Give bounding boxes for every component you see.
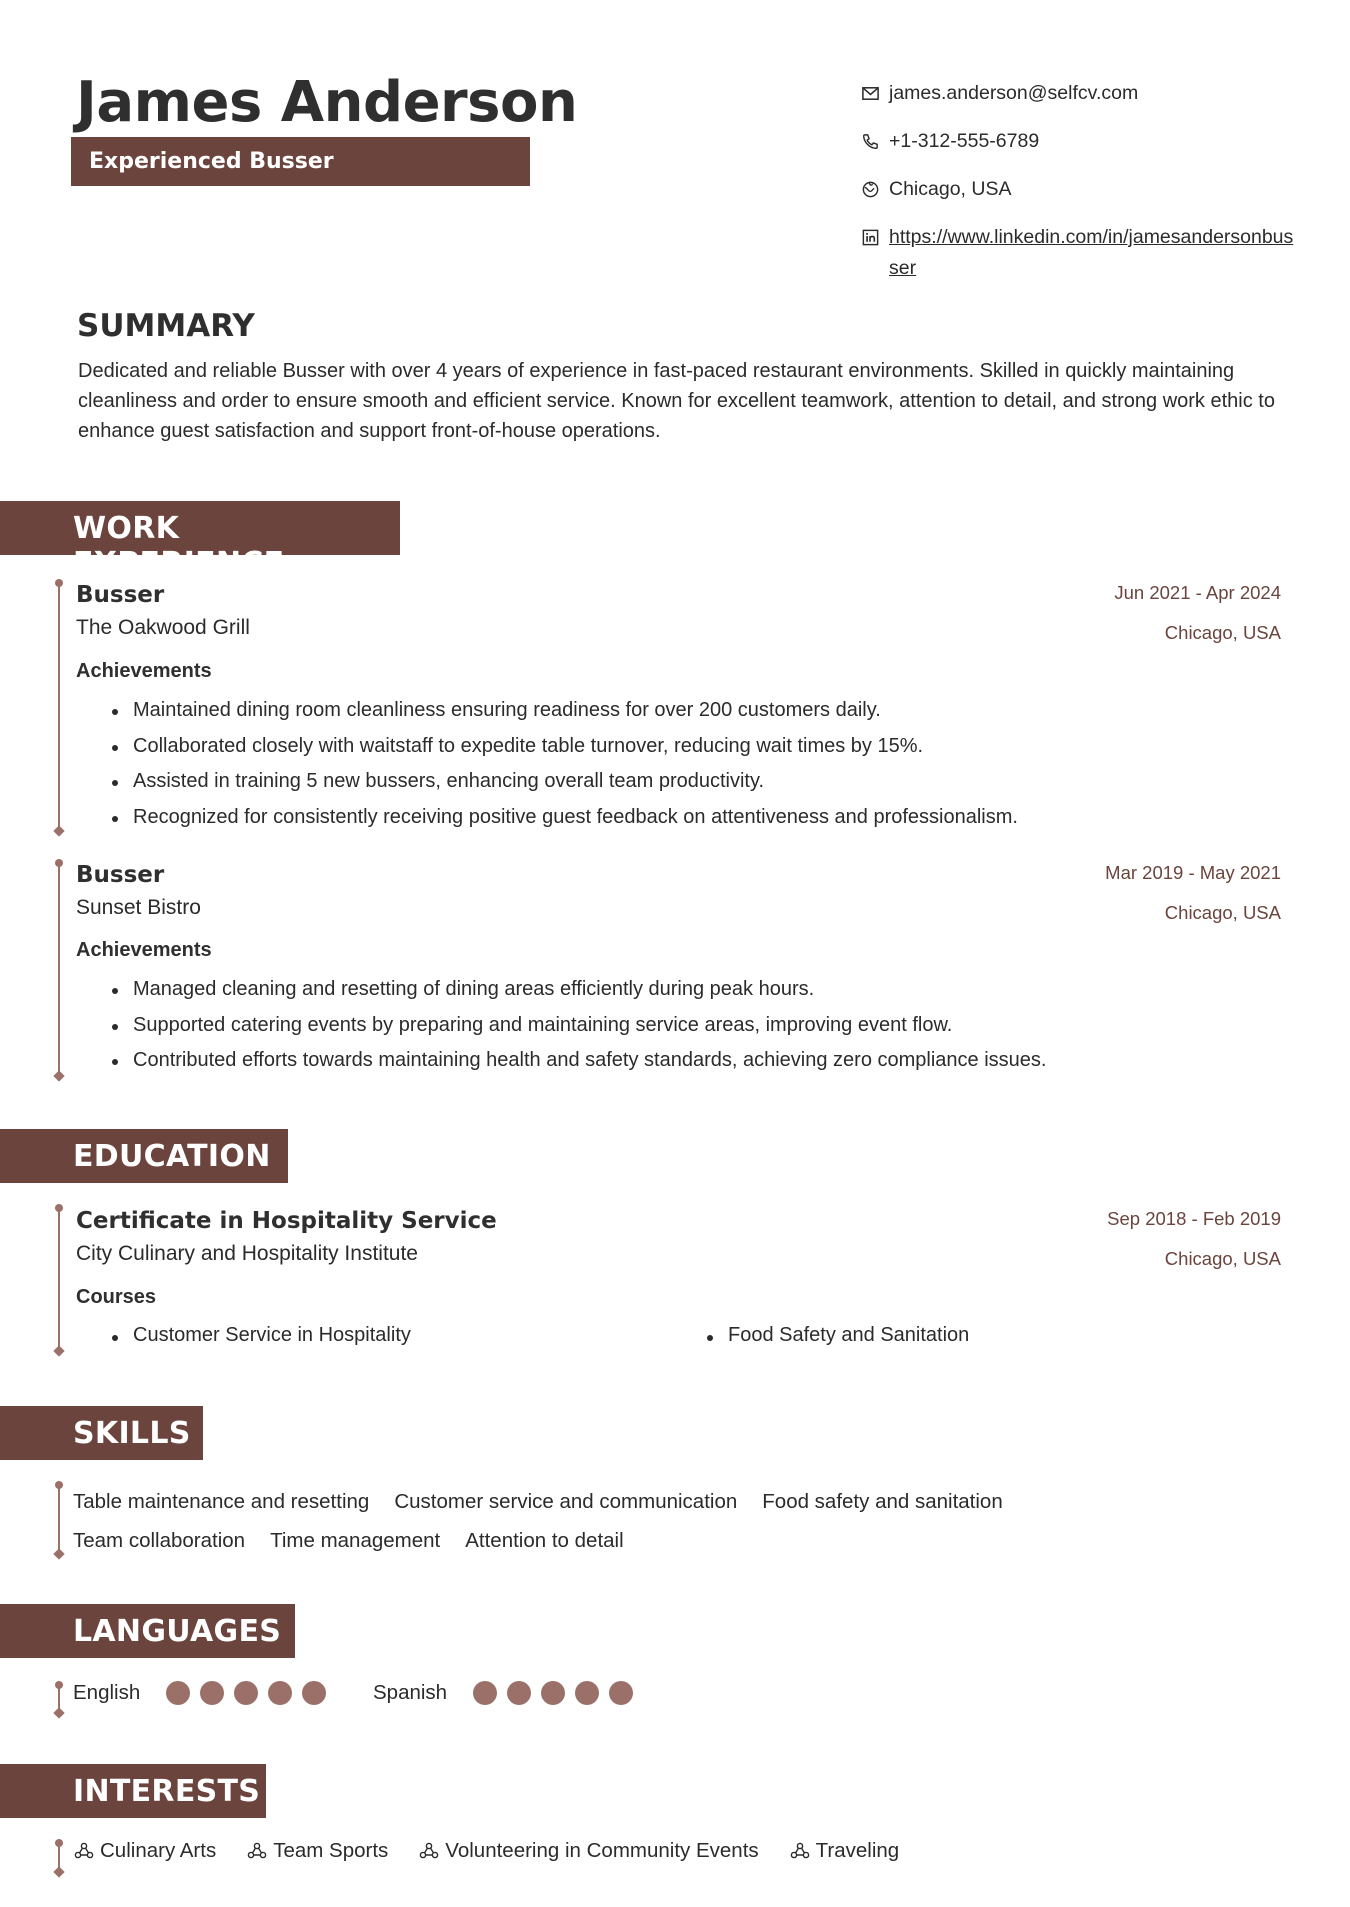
job-2-dates: Mar 2019 - May 2021 [1105,862,1281,883]
timeline-line [58,1684,60,1713]
phone-icon [861,126,889,157]
language-english [73,1681,336,1705]
interests-heading: INTERESTS [73,1774,261,1809]
linkedin-link[interactable]: https://www.linkedin.com/in/jamesandersonbusser [889,226,1294,279]
education-degree: Certificate in Hospitality Service [76,1208,497,1234]
level-dot [302,1681,326,1705]
email-text[interactable]: james.anderson@selfcv.com [889,82,1139,104]
interest-item: Team Sports [246,1839,388,1863]
interest-icon [789,1840,811,1862]
list-item: Maintained dining room cleanliness ensuring readiness for over 200 customers daily. [133,693,1018,729]
level-dot [541,1681,565,1705]
languages-heading: LANGUAGES [73,1614,282,1649]
job-2-achievements-list [133,972,1046,1079]
interests-banner [0,1764,266,1818]
level-dot [507,1681,531,1705]
job-1-dates: Jun 2021 - Apr 2024 [1114,582,1281,603]
level-dot [200,1681,224,1705]
job-1-title: Busser [76,582,165,608]
timeline-line [58,1484,60,1554]
language-name: English [73,1681,141,1704]
skill-item: Time management [270,1529,441,1552]
courses-heading: Courses [76,1286,157,1308]
skill-item: Table maintenance and resetting [73,1490,370,1513]
language-level-dots [166,1681,336,1705]
timeline-line [58,1842,60,1872]
job-2-achievements-heading: Achievements [76,939,212,961]
list-item: Assisted in training 5 new bussers, enhancing overall team productivity. [133,764,1018,800]
languages-banner [0,1604,295,1658]
contact-email [861,78,1301,109]
timeline-line [58,862,60,1076]
timeline-line [58,1207,60,1351]
skills-heading: SKILLS [73,1416,191,1451]
education-heading: EDUCATION [73,1139,271,1174]
phone-text[interactable]: +1-312-555-6789 [889,130,1040,152]
education-banner [0,1129,288,1183]
course-item: Food Safety and Sanitation [728,1324,970,1346]
course-item: Customer Service in Hospitality [133,1324,411,1346]
language-level-dots [473,1681,643,1705]
timeline-line [58,582,60,831]
skill-item: Attention to detail [465,1529,624,1552]
skill-item: Team collaboration [73,1529,246,1552]
list-item: Supported catering events by preparing and maintaining service areas, improving event flow. [133,1008,1046,1044]
education-dates: Sep 2018 - Feb 2019 [1107,1208,1281,1229]
level-dot [234,1681,258,1705]
skill-item: Customer service and communication [394,1490,738,1513]
globe-icon [861,174,889,205]
summary-heading: SUMMARY [77,308,255,344]
work-experience-banner [0,501,400,581]
level-dot [609,1681,633,1705]
list-item: Recognized for consistently receiving positive guest feedback on attentiveness and professionalism. [133,800,1018,836]
job-1-location: Chicago, USA [1164,622,1281,643]
job-title-banner [71,137,530,186]
job-1-company: The Oakwood Grill [76,616,250,639]
list-item: Managed cleaning and resetting of dining areas efficiently during peak hours. [133,972,1046,1008]
language-name: Spanish [373,1681,448,1704]
job-1-achievements-list [133,693,1018,835]
linkedin-icon [861,222,889,253]
education-location: Chicago, USA [1164,1248,1281,1269]
job-2-company: Sunset Bistro [76,896,201,919]
job-2-location: Chicago, USA [1164,902,1281,923]
list-item: Contributed efforts towards maintaining health and safety standards, achieving zero compliance issues. [133,1043,1046,1079]
location-text: Chicago, USA [889,178,1012,200]
skills-list [73,1482,1273,1560]
interest-icon [418,1840,440,1862]
summary-text: Dedicated and reliable Busser with over 4 years of experience in fast-paced restaurant environments. Skilled in quickly maintaining cleanliness and order to ensure smooth and efficient service. Known for excellent teamwork, attention to detail, and strong work ethic to enhance guest satisfaction and support front-of-house operations. [78,360,1275,442]
job-title-label: Experienced Busser [89,149,334,174]
interest-icon [73,1840,95,1862]
contact-linkedin [861,222,1301,284]
skill-item: Food safety and sanitation [762,1490,1003,1513]
education-school: City Culinary and Hospitality Institute [76,1242,418,1265]
interest-icon [246,1840,268,1862]
contact-block [861,78,1301,301]
level-dot [575,1681,599,1705]
skills-banner [0,1406,203,1460]
envelope-icon [861,78,889,109]
language-spanish [373,1681,643,1705]
level-dot [268,1681,292,1705]
interest-item: Culinary Arts [73,1839,216,1863]
level-dot [473,1681,497,1705]
interests-list [73,1839,929,1863]
contact-location [861,174,1301,205]
level-dot [166,1681,190,1705]
job-1-achievements-heading: Achievements [76,660,212,682]
work-experience-heading: WORK EXPERIENCE [73,511,285,581]
interest-item: Volunteering in Community Events [418,1839,758,1863]
candidate-name: James Anderson [76,70,578,135]
job-2-title: Busser [76,862,165,888]
list-item: Collaborated closely with waitstaff to expedite table turnover, reducing wait times by 15%. [133,729,1018,765]
interest-item: Traveling [789,1839,900,1863]
contact-phone [861,126,1301,157]
